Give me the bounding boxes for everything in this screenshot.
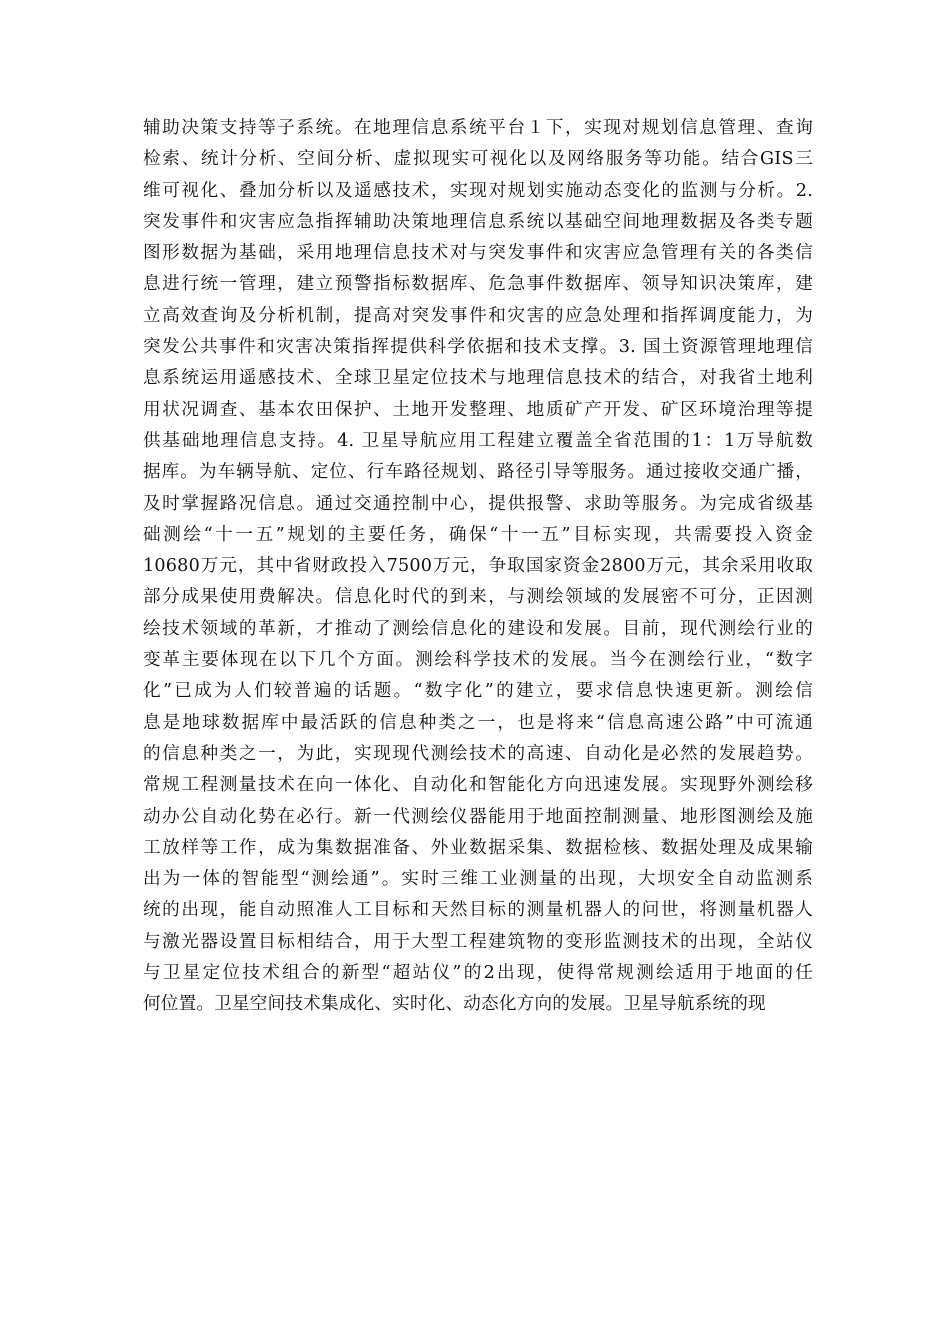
text-line: 及时掌握路况信息。通过交通控制中心，提供报警、求助等服务。为完成省级基 [143,493,813,514]
text-line: 动办公自动化势在必行。新一代测绘仪器能用于地面控制测量、地形图测绘及施 [143,806,813,827]
text-line: 础测绘“十一五”规划的主要任务，确保“十一五”目标实现，共需要投入资金 [143,524,813,545]
text-line: 与卫星定位技术组合的新型“超站仪”的2出现，使得常规测绘适用于地面的任 [143,963,813,984]
text-line: 突发事件和灾害应急指挥辅助决策地理信息系统以基础空间地理数据及各类专题 [143,211,813,232]
text-line: 用状况调查、基本农田保护、土地开发整理、地质矿产开发、矿区环境治理等提 [143,399,813,420]
text-line: 10680万元，其中省财政投入7500万元，争取国家资金2800万元，其余采用收取 [143,556,813,577]
text-line: 部分成果使用费解决。信息化时代的到来，与测绘领域的发展密不可分，正因测 [143,587,813,608]
text-line: 供基础地理信息支持。4. 卫星导航应用工程建立覆盖全省范围的1：1万导航数 [143,430,813,451]
text-line: 工放样等工作，成为集数据准备、外业数据采集、数据检核、数据处理及成果输 [143,837,813,858]
text-line: 常规工程测量技术在向一体化、自动化和智能化方向迅速发展。实现野外测绘移 [143,775,813,796]
text-line: 与激光器设置目标相结合，用于大型工程建筑物的变形监测技术的出现，全站仪 [143,931,813,952]
document-page [143,113,813,1253]
text-line: 检索、统计分析、空间分析、虚拟现实可视化以及网络服务等功能。结合GIS三 [143,149,813,170]
text-line: 的信息种类之一，为此，实现现代测绘技术的高速、自动化是必然的发展趋势。 [143,743,813,764]
text-line: 统的出现，能自动照准人工目标和天然目标的测量机器人的问世，将测量机器人 [143,900,813,921]
text-line: 息是地球数据库中最活跃的信息种类之一，也是将来“信息高速公路”中可流通 [143,712,813,733]
text-line: 维可视化、叠加分析以及遥感技术，实现对规划实施动态变化的监测与分析。2. [143,180,813,201]
text-line: 变革主要体现在以下几个方面。测绘科学技术的发展。当今在测绘行业，“数字 [143,650,813,671]
text-line: 息系统运用遥感技术、全球卫星定位技术与地理信息技术的结合，对我省土地利 [143,368,813,389]
text-line: 图形数据为基础，采用地理信息技术对与突发事件和灾害应急管理有关的各类信 [143,243,813,264]
text-line: 立高效查询及分析机制，提高对突发事件和灾害的应急处理和指挥调度能力，为 [143,305,813,326]
text-line: 辅助决策支持等子系统。在地理信息系统平台１下，实现对规划信息管理、查询 [143,118,813,138]
text-line: 化”已成为人们较普遍的话题。“数字化”的建立，要求信息快速更新。测绘信 [143,681,813,702]
text-line: 何位置。卫星空间技术集成化、实时化、动态化方向的发展。卫星导航系统的现 [143,994,766,1015]
text-line: 绘技术领域的革新，才推动了测绘信息化的建设和发展。目前，现代测绘行业的 [143,618,813,639]
text-line: 据库。为车辆导航、定位、行车路径规划、路径引导等服务。通过接收交通广播， [143,462,813,483]
text-line: 出为一体的智能型“测绘通”。实时三维工业测量的出现，大坝安全自动监测系 [143,869,813,890]
text-line: 突发公共事件和灾害决策指挥提供科学依据和技术支撑。3. 国土资源管理地理信 [143,337,813,358]
text-line: 息进行统一管理，建立预警指标数据库、危急事件数据库、领导知识决策库，建 [143,274,813,295]
